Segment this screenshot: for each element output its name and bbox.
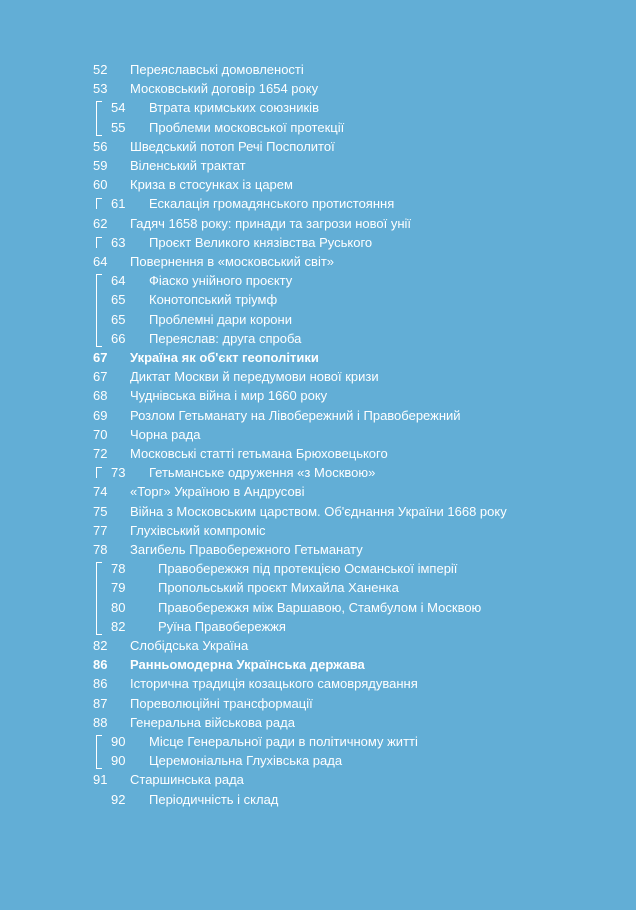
toc-title: Московські статті гетьмана Брюховецького [130, 446, 388, 461]
toc-page-number: 53 [93, 81, 108, 97]
group-bracket [96, 101, 102, 135]
toc-title: Пропольський проєкт Михайла Ханенка [158, 580, 399, 596]
toc-page-number: 78 [93, 542, 108, 557]
toc-title: Ранньомодерна Українська держава [130, 657, 365, 673]
toc-page-number: 80 [111, 599, 126, 615]
toc-title: Гетьманське одруження «з Москвою» [149, 465, 376, 481]
toc-page-number: 63 [111, 234, 126, 250]
toc-page-number: 73 [111, 465, 126, 481]
toc-page-number: 64 [111, 273, 126, 289]
toc-page-number: 67 [93, 369, 108, 385]
toc-title: Повернення в «московський світ» [130, 254, 335, 269]
toc-page-number: 60 [93, 177, 108, 193]
toc-page-number: 66 [111, 330, 126, 346]
toc-page-number: 86 [93, 676, 108, 692]
group-bracket [96, 274, 102, 347]
toc-page-number: 74 [93, 484, 108, 500]
toc-title: Старшинська рада [130, 772, 244, 788]
toc-title: Глухівський компроміс [130, 522, 266, 538]
toc-page-number: 67 [93, 350, 108, 365]
toc-title: Війна з Московським царством. Об'єднання України 1668 року [130, 503, 507, 519]
toc-page-number: 78 [111, 561, 126, 577]
toc-title: Віленський трактат [130, 158, 246, 173]
toc-title: Правобережжя між Варшавою, Стамбулом і Москвою [158, 599, 482, 615]
toc-title: Московський договір 1654 року [130, 81, 319, 97]
toc-title: Фіаско унійного проєкту [149, 273, 293, 289]
toc-title: Проєкт Великого князівства Руського [149, 234, 373, 250]
toc-page-number: 59 [93, 158, 108, 173]
toc-title: Пореволюційні трансформації [130, 695, 313, 711]
toc-title: Слобідська Україна [130, 638, 249, 653]
toc-title: Переяславські домовленості [130, 62, 304, 77]
toc-title: Історична традиція козацького самоврядування [130, 676, 418, 692]
toc-page-number: 77 [93, 522, 108, 538]
toc-page-number: 72 [93, 446, 108, 461]
toc-page-number: 87 [93, 695, 108, 711]
toc-title: Проблеми московської протекції [149, 119, 345, 135]
toc-page-number: 64 [93, 254, 108, 269]
toc-page-number: 52 [93, 62, 108, 77]
toc-page-number: 82 [111, 618, 126, 634]
toc-page-number: 65 [111, 292, 126, 308]
group-bracket [96, 735, 102, 769]
toc-page-number: 90 [111, 734, 126, 749]
toc-title: Чуднівська війна і мир 1660 року [130, 388, 328, 404]
toc-title: Місце Генеральної ради в політичному житті [149, 734, 418, 749]
toc-page-number: 56 [93, 138, 108, 154]
toc-page-number: 92 [111, 791, 126, 807]
toc-title: Втрата кримських союзників [149, 100, 319, 116]
toc-title: Україна як об'єкт геополітики [130, 350, 319, 365]
toc-title: Криза в стосунках із царем [130, 177, 293, 193]
toc-page-number: 82 [93, 638, 108, 653]
toc-page-number: 65 [111, 311, 126, 327]
group-bracket [96, 467, 102, 478]
toc-title: Розлом Гетьманату на Лівобережний і Правобережний [130, 407, 461, 423]
toc-title: Проблемні дари корони [149, 311, 292, 327]
toc-page-number: 61 [111, 196, 126, 212]
toc-title: Шведський потоп Речі Посполитої [130, 138, 335, 154]
toc-title: Загибель Правобережного Гетьманату [130, 542, 363, 557]
toc-title: Періодичність і склад [149, 791, 279, 807]
toc-title: Ескалація громадянського протистояння [149, 196, 395, 212]
toc-page-number: 88 [93, 714, 108, 730]
toc-title: Руїна Правобережжя [158, 618, 286, 634]
toc-title: Генеральна військова рада [130, 714, 295, 730]
toc-page-number: 54 [111, 100, 126, 116]
toc-page-number: 62 [93, 215, 108, 231]
toc-title: Правобережжя під протекцією Османської імперії [158, 561, 458, 577]
toc-page-number: 68 [93, 388, 108, 404]
toc-title: «Торг» Україною в Андрусові [130, 484, 305, 500]
toc-page-number: 79 [111, 580, 126, 596]
toc-page-number: 90 [111, 753, 126, 769]
toc-title: Гадяч 1658 року: принади та загрози нової унії [130, 215, 412, 231]
group-bracket [96, 198, 102, 209]
toc-page-number: 69 [93, 407, 108, 423]
toc-title: Чорна рада [130, 426, 201, 442]
toc-page-number: 91 [93, 772, 108, 788]
toc-title: Переяслав: друга спроба [149, 330, 302, 346]
toc-title: Диктат Москви й передумови нової кризи [130, 369, 379, 385]
group-bracket [96, 237, 102, 248]
toc-page-number: 75 [93, 503, 108, 519]
group-bracket [96, 562, 102, 635]
toc-page-number: 55 [111, 119, 126, 135]
toc-page-number: 70 [93, 426, 108, 442]
toc-page-number: 86 [93, 657, 108, 673]
toc-title: Церемоніальна Глухівська рада [149, 753, 343, 769]
toc-title: Конотопський тріумф [149, 292, 278, 308]
